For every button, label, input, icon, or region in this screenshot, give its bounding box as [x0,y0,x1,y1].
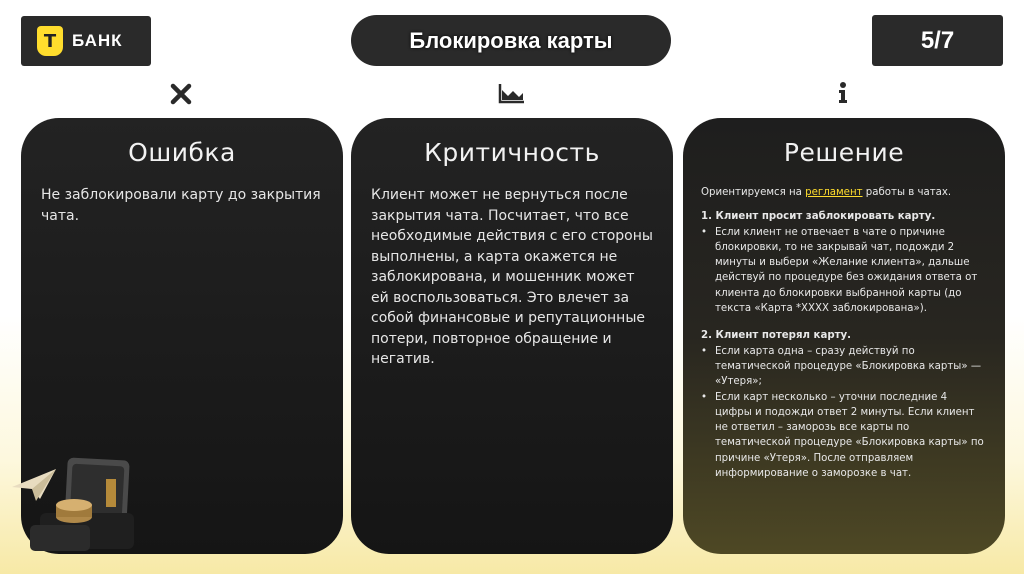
solution-card-body [695,185,993,481]
bullet-text: Если карт несколько – уточни последние 4 цифры и подожди ответ 2 минуты. Если клиент не ответил – заморозь все карты по тематической процедуре «Блокировка карты» по причине «Утеря». После отправляем информирование о заморозке в чат. [715,391,984,480]
list-item [701,344,987,390]
error-card-text: Не заблокировали карту до закрытия чата. [41,187,321,224]
regulation-link[interactable]: регламент [805,187,863,198]
logo-text: БАНК [72,31,123,50]
page-title: Блокировка карты [351,15,671,66]
criticality-card-title: Критичность [424,138,600,167]
area-chart-icon [498,82,526,104]
decorative-illustration [10,455,140,555]
bank-logo [21,16,151,66]
bullet-text: Если карта одна – сразу действуй по тематической процедуре «Блокировка карты» — «Утеря»; [715,345,982,388]
intro-text: Ориентируемся на [701,187,806,198]
section-2-title: 2. Клиент потерял карту. [701,330,852,342]
error-card-title: Ошибка [128,138,236,167]
intro-text-end: работы в чатах. [862,187,952,198]
solution-card-title: Решение [783,138,905,167]
bullet-text: Если клиент не отвечает в чате о причине блокировки, то не закрывай чат, подожди 2 минуты и выбери «Желание клиента», дальше действуй по процедуре без ожидания ответа от клиента до блокировки выбранной карты (до текста «Карта *XXXX заблокирована»). [715,226,978,315]
criticality-card-text: Клиент может не вернуться после закрытия чата. Посчитает, что все необходимые действия с его стороны выполнены, а карта окажется не заблокирована, и мошенник может ей воспользоваться. Это влечет за собой финансовые и репутационные потери, повторное обращение и негатив. [371,187,653,367]
section-1-title: 1. Клиент просит заблокировать карту. [701,211,936,223]
solution-card [683,118,1005,554]
page-counter: 5/7 [872,15,1003,66]
close-icon [170,83,192,105]
info-icon [836,82,850,104]
bullet-icon: • [701,226,708,238]
solution-intro [701,185,987,200]
logo-shield-icon: Т [37,26,63,56]
bullet-icon: • [701,345,708,357]
list-item [701,225,987,317]
list-item [701,390,987,482]
criticality-card [351,118,673,554]
bullet-icon: • [701,391,708,403]
